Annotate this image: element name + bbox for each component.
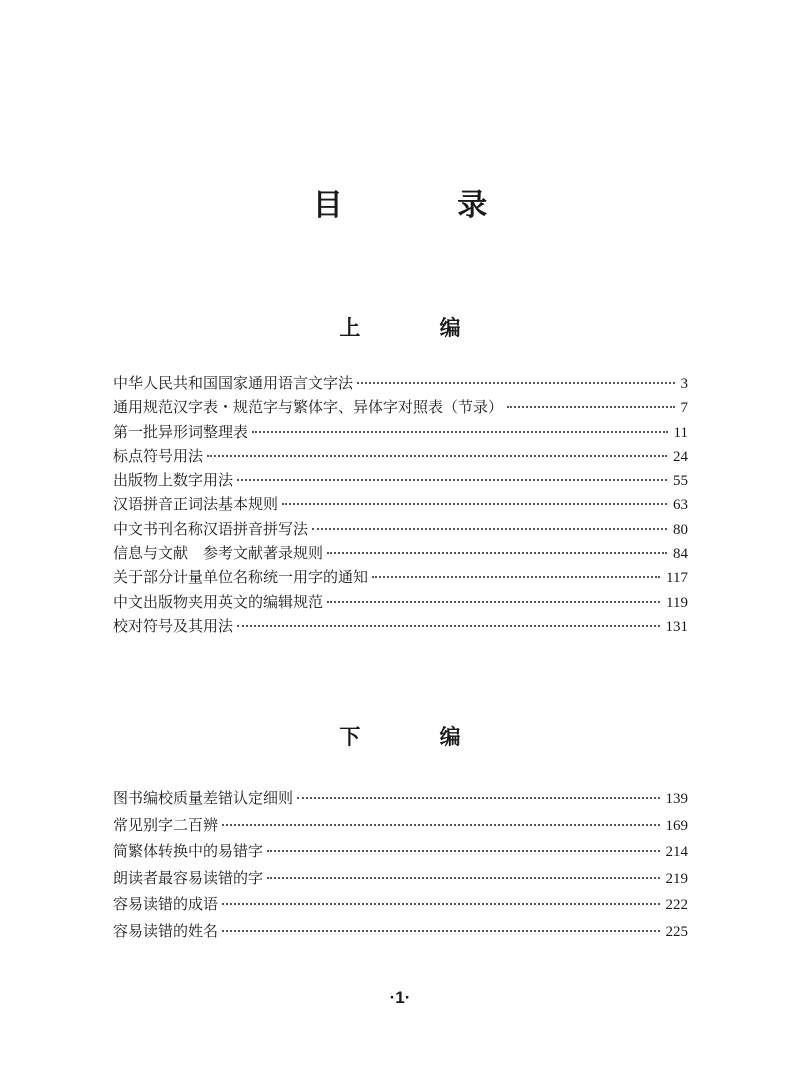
toc-entry-page: 55 — [673, 473, 688, 490]
toc-entry-title: 容易读错的成语 — [113, 895, 219, 913]
toc-entry-page: 63 — [673, 497, 688, 514]
section-heading-upper: 上 编 — [339, 316, 497, 340]
dot-leader — [372, 574, 660, 578]
dot-leader — [267, 875, 659, 879]
toc-entry-page: 139 — [665, 791, 688, 807]
dot-leader — [252, 429, 668, 433]
toc-entry-page: 222 — [665, 897, 688, 913]
dot-leader — [237, 477, 667, 481]
toc-entry-page: 225 — [665, 923, 688, 940]
dot-leader — [507, 404, 674, 408]
dot-leader — [312, 526, 667, 530]
toc-entry-title: 朗读者最容易读错的字 — [113, 868, 264, 887]
toc-entry-page: 214 — [665, 844, 688, 860]
toc-entry-title: 第一批异形词整理表 — [113, 422, 249, 441]
dot-leader — [297, 795, 659, 799]
toc-entry[interactable] — [113, 866, 688, 893]
section-heading-lower: 下 编 — [339, 725, 497, 749]
toc-entry-page: 169 — [665, 817, 688, 834]
toc-entry-title: 信息与文献 参考文献著录规则 — [113, 544, 324, 563]
toc-entry[interactable] — [113, 420, 688, 444]
toc-list-upper — [113, 371, 688, 638]
toc-entry-title: 中华人民共和国国家通用语言文字法 — [113, 374, 354, 392]
toc-entry-page: 11 — [673, 424, 688, 441]
toc-entry-page: 119 — [666, 594, 688, 611]
toc-entry-page: 219 — [665, 870, 688, 887]
toc-entry[interactable] — [113, 371, 688, 395]
toc-entry[interactable] — [113, 565, 688, 589]
toc-entry-page: 3 — [680, 376, 688, 392]
toc-entry-page: 117 — [666, 570, 688, 587]
toc-entry-title: 中文书刊名称汉语拼音拼写法 — [113, 519, 309, 538]
dot-leader — [237, 623, 659, 627]
dot-leader — [222, 928, 659, 932]
toc-entry-page: 7 — [680, 400, 688, 417]
toc-entry-title: 通用规范汉字表・规范字与繁体字、异体字对照表（节录） — [113, 398, 504, 417]
toc-entry-title: 图书编校质量差错认定细则 — [113, 789, 294, 807]
toc-entry-title: 简繁体转换中的易错字 — [113, 842, 264, 860]
dot-leader — [282, 501, 667, 505]
toc-entry-title: 中文出版物夹用英文的编辑规范 — [113, 592, 324, 611]
dot-leader — [222, 822, 659, 826]
toc-entry[interactable] — [113, 919, 688, 946]
toc-entry[interactable] — [113, 541, 688, 565]
toc-entry[interactable] — [113, 892, 688, 919]
dot-leader — [327, 599, 660, 603]
toc-entry-page: 80 — [673, 521, 688, 538]
dot-leader — [207, 453, 667, 457]
toc-entry[interactable] — [113, 786, 688, 813]
toc-entry-title: 校对符号及其用法 — [113, 616, 234, 635]
page-number: ·1· — [389, 988, 411, 1007]
dot-leader — [222, 901, 659, 905]
dot-leader — [267, 848, 659, 852]
toc-entry[interactable] — [113, 395, 688, 419]
page-title: 目 录 — [312, 188, 540, 223]
toc-entry[interactable] — [113, 444, 688, 468]
toc-entry[interactable] — [113, 468, 688, 492]
toc-list-lower — [113, 786, 688, 945]
toc-entry-page: 131 — [665, 618, 688, 635]
toc-entry-title: 关于部分计量单位名称统一用字的通知 — [113, 568, 369, 587]
dot-leader — [357, 380, 674, 384]
toc-entry-page: 24 — [673, 448, 688, 465]
toc-entry-title: 汉语拼音正词法基本规则 — [113, 495, 279, 514]
toc-entry-page: 84 — [673, 546, 688, 563]
toc-entry[interactable] — [113, 517, 688, 541]
toc-entry[interactable] — [113, 492, 688, 516]
dot-leader — [327, 550, 667, 554]
toc-entry-title: 容易读错的姓名 — [113, 921, 219, 940]
toc-entry-title: 常见别字二百辨 — [113, 815, 219, 834]
toc-entry[interactable] — [113, 839, 688, 866]
toc-entry-title: 标点符号用法 — [113, 446, 204, 465]
toc-entry[interactable] — [113, 614, 688, 638]
toc-entry-title: 出版物上数字用法 — [113, 471, 234, 490]
toc-entry[interactable] — [113, 590, 688, 614]
toc-entry[interactable] — [113, 813, 688, 840]
